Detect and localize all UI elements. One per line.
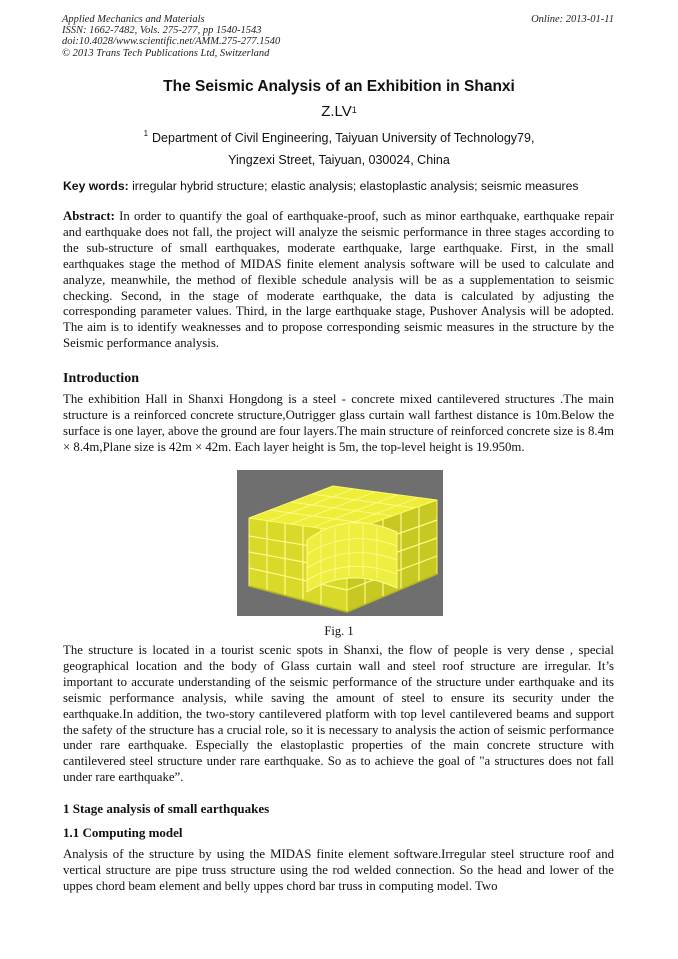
doi-line: doi:10.4028/www.scientific.net/AMM.275-277.1540 bbox=[62, 36, 281, 48]
copyright-line: © 2013 Trans Tech Publications Ltd, Switzerland bbox=[62, 47, 270, 59]
paper-title: The Seismic Analysis of an Exhibition in Shanxi bbox=[163, 78, 515, 95]
journal-name: Applied Mechanics and Materials bbox=[62, 14, 205, 25]
affiliation-sup: 1 bbox=[143, 129, 149, 138]
issn-line: ISSN: 1662-7482, Vols. 275-277, pp 1540-1543 bbox=[62, 25, 262, 37]
author-name: Z.LV bbox=[321, 103, 352, 120]
figure-caption: Fig. 1 bbox=[324, 624, 354, 638]
keywords-text: irregular hybrid structure; elastic analysis; elastoplastic analysis; seismic measures bbox=[132, 179, 579, 193]
introduction-paragraph-2: The structure is located in a tourist scenic spots in Shanxi, the flow of people is very dense , special geographical location and the body of Glass curtain wall and steel roof structure are irregular. It’s important to accurate understanding of the seismic performance of the structure under earthquake and its seismic performance analysis, while saving the amount of steel to ensure its security under the earthquake.In addition, the two-story cantilevered platform with top level cantilevered beams and support the safety of the structure has a crucial role, so it is necessary to analysis the action of seismic performance under rare earthquake. Especially the elastoplastic properties of the main concrete structure with cantilevered steel structure under rare earthquake. So as to achieve the goal of "a structures does not fall under rare earthquake”. bbox=[63, 643, 614, 785]
online-date: Online: 2013-01-11 bbox=[531, 14, 614, 25]
affiliation-line-1: $^1$ Department of Civil Engineering, Taiyuan University of Technology79, bbox=[143, 129, 535, 145]
abstract bbox=[63, 209, 614, 352]
keywords-label: Key words: bbox=[63, 179, 129, 193]
figure-structure-model bbox=[237, 470, 443, 616]
author-sup: 1 bbox=[351, 105, 357, 115]
affiliation-line-2: Yingzexi Street, Taiyuan, 030024, China bbox=[228, 153, 450, 167]
section-1-1-heading: 1.1 Computing model bbox=[63, 825, 183, 840]
keywords bbox=[63, 179, 618, 193]
running-header bbox=[62, 14, 280, 59]
abstract-label: Abstract: bbox=[63, 209, 115, 223]
structure-model-illustration bbox=[237, 470, 443, 616]
author bbox=[0, 103, 678, 120]
introduction-heading: Introduction bbox=[63, 371, 139, 386]
abstract-text: In order to quantify the goal of earthquake-proof, such as minor earthquake, earthquake repair and earthquake does not fall, the project will analyze the seismic performance in three stages according to the sub-structure of small earthquakes, moderate earthquake, large earthquake. First, in the small earthquakes stage the method of MIDAS finite element analysis software will be used to calculate and analyze, meanwhile, the method of flexible schedule analysis will be as a supplementation to seismic checking. Second, in the stage of moderate earthquake, the data is calculated by adjusting the corresponding parameter values. Third, in the large earthquake stage, Pushover Analysis will be adopted. The aim is to identify weaknesses and to propose corresponding seismic measures in the structure by the Seismic performance analysis. bbox=[63, 209, 614, 351]
section-1-heading: 1 Stage analysis of small earthquakes bbox=[63, 801, 270, 816]
introduction-paragraph-1: The exhibition Hall in Shanxi Hongdong is a steel - concrete mixed cantilevered structures .The main structure is a reinforced concrete structure,Outrigger glass curtain wall farthest distance is 10m.Below the surface is one layer, above the ground are four layers.The main structure of reinforced concrete size is 8.4m × 8.4m,Plane size is 42m × 42m. Each layer height is 5m, the top-level height is 19.950m. bbox=[63, 392, 614, 454]
section-1-1-paragraph: Analysis of the structure by using the MIDAS finite element software.Irregular steel structure roof and vertical structure are pipe truss structure using the rod welded connection. So the head and lower of the uppes chord beam element and belly uppes chord bar truss in computing model. Two bbox=[63, 847, 614, 893]
